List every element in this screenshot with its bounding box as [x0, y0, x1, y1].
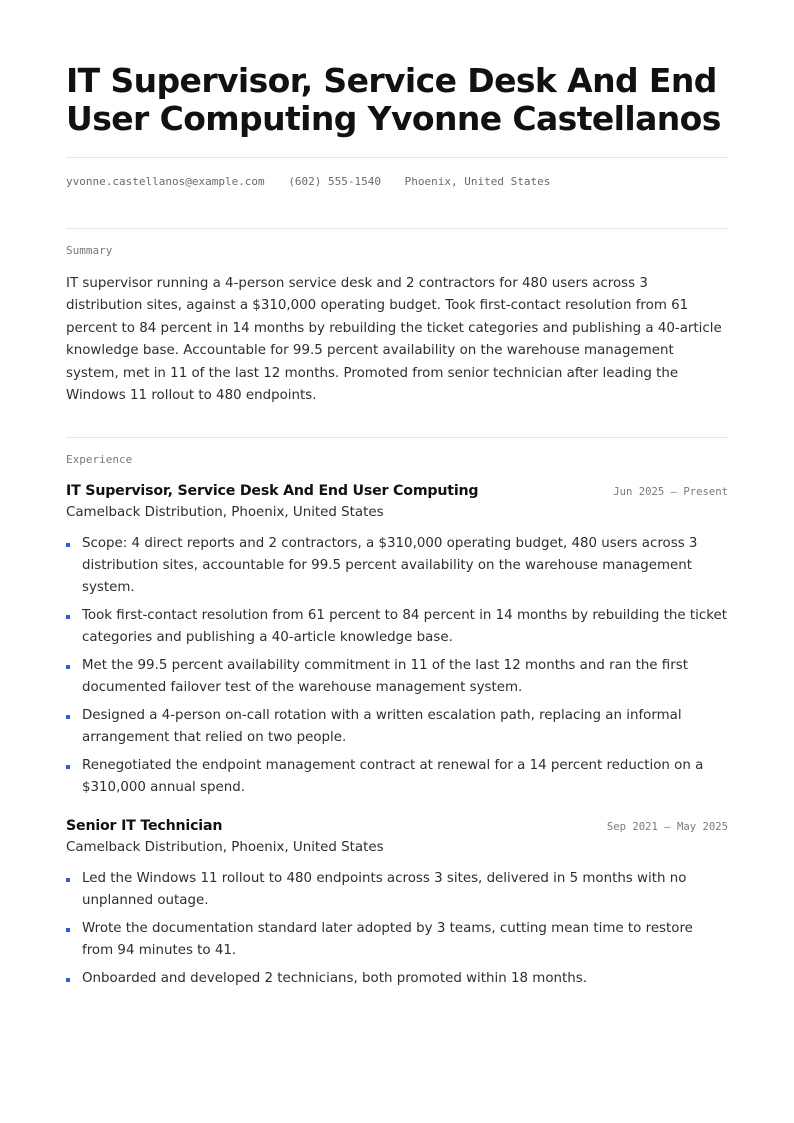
list-item: Took first-contact resolution from 61 percent to 84 percent in 14 months by rebuilding the ticket categories and publishing a 40-article knowledge base.: [66, 605, 728, 649]
divider: [66, 437, 728, 438]
list-item: Designed a 4-person on-call rotation with a written escalation path, replacing an informal arrangement that relied on two people.: [66, 705, 728, 749]
job-title: Senior IT Technician: [66, 818, 223, 834]
job-company: Camelback Distribution, Phoenix, United States: [66, 505, 384, 520]
job-bullets: [66, 868, 728, 996]
job-dates: Sep 2021 — May 2025: [606, 821, 728, 833]
divider: [66, 228, 728, 229]
experience-heading: Experience: [66, 453, 133, 466]
list-item: Met the 99.5 percent availability commitment in 11 of the last 12 months and ran the first documented failover test of the warehouse management system.: [66, 655, 728, 699]
list-item: Onboarded and developed 2 technicians, both promoted within 18 months.: [66, 968, 728, 990]
job-title: IT Supervisor, Service Desk And End User Computing: [66, 483, 479, 499]
contact-email[interactable]: yvonne.castellanos@example.com: [66, 175, 265, 188]
page-title: IT Supervisor, Service Desk And End User Computing Yvonne Castellanos: [66, 61, 721, 138]
summary-heading: Summary: [66, 244, 113, 257]
list-item: Led the Windows 11 rollout to 480 endpoints across 3 sites, delivered in 5 months with no unplanned outage.: [66, 868, 728, 912]
divider: [66, 157, 728, 158]
contact-phone[interactable]: (602) 555-1540: [288, 175, 382, 188]
job-company: Camelback Distribution, Phoenix, United States: [66, 840, 384, 855]
summary-text: IT supervisor running a 4-person service desk and 2 contractors for 480 users across 3 distribution sites, against a $310,000 operating budget. Took first-contact resolution from 61 percent to 84 percent in 14 months by rebuilding the ticket categories and publishing a 40-article knowledge base. Accountable for 99.5 percent availability on the warehouse management system, met in 11 of the last 12 months. Promoted from senior technician after leading the Windows 11 rollout to 480 endpoints.: [66, 276, 722, 404]
job-bullets: [66, 533, 728, 805]
list-item: Scope: 4 direct reports and 2 contractors, a $310,000 operating budget, 480 users across 3 distribution sites, accountable for 99.5 percent availability on the warehouse management system.: [66, 533, 728, 599]
contact-line: [66, 175, 567, 188]
contact-location: Phoenix, United States: [404, 175, 551, 188]
list-item: Wrote the documentation standard later adopted by 3 teams, cutting mean time to restore from 94 minutes to 41.: [66, 918, 728, 962]
list-item: Renegotiated the endpoint management contract at renewal for a 14 percent reduction on a $310,000 annual spend.: [66, 755, 728, 799]
job-dates: Jun 2025 — Present: [613, 486, 728, 498]
